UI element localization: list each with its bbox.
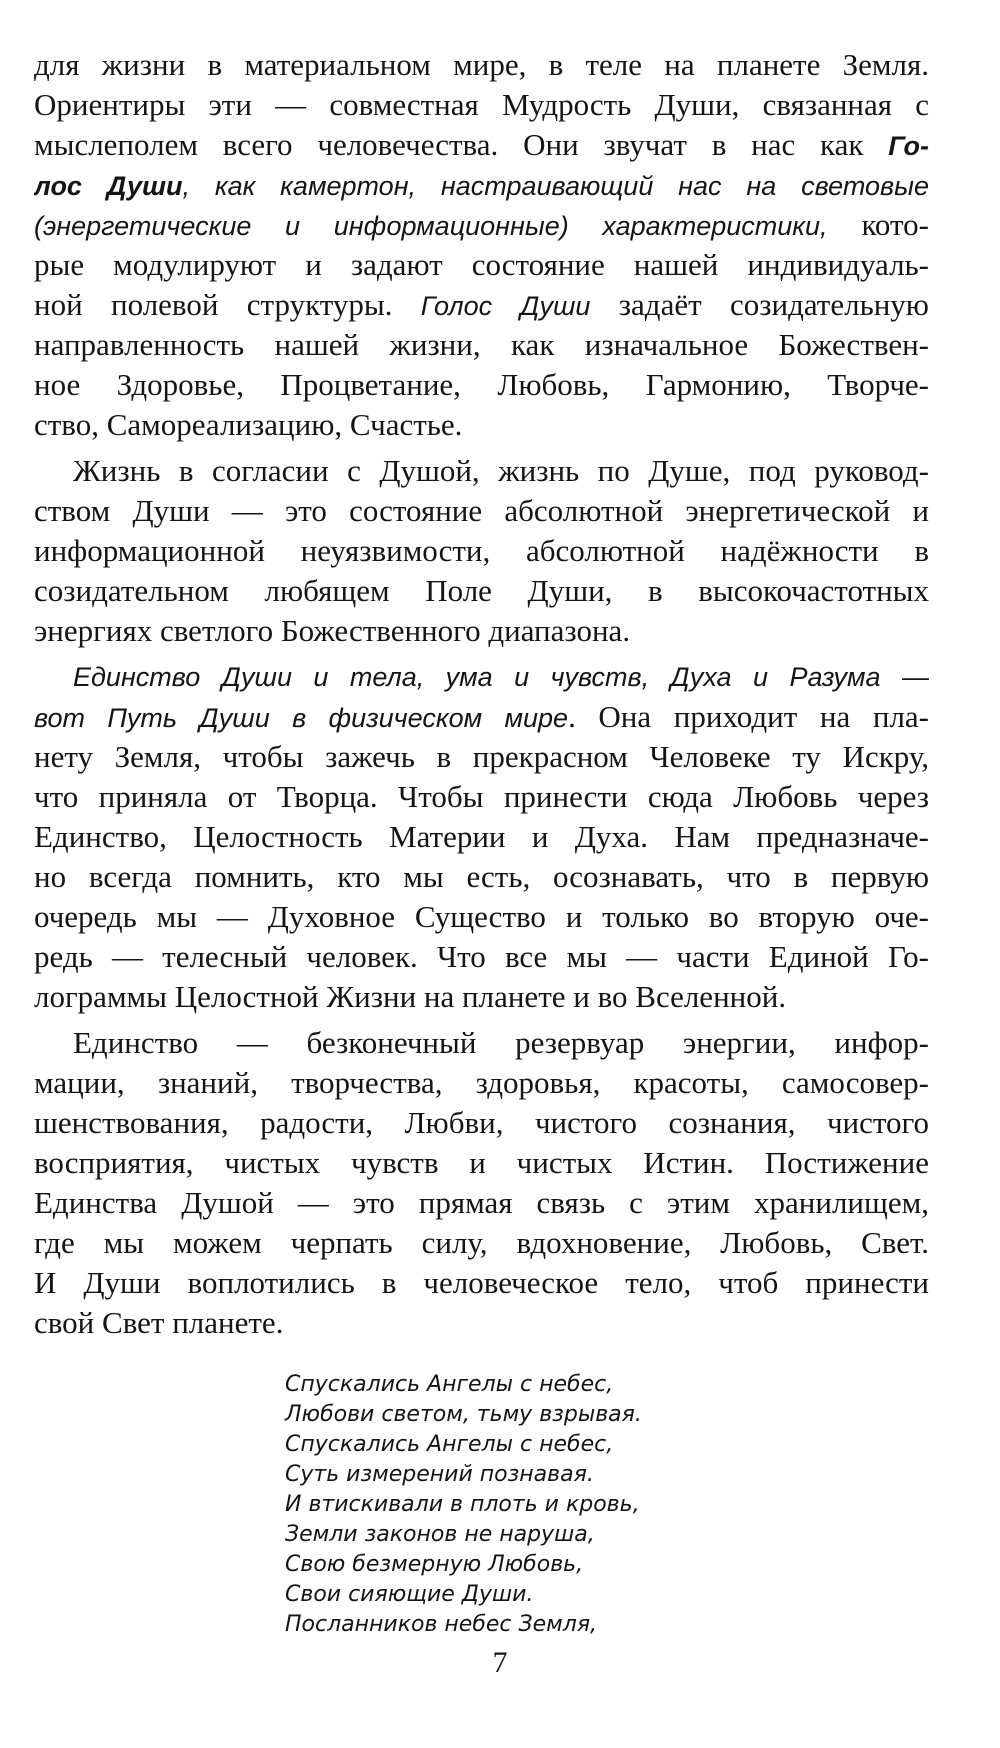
poem-line: Спускались Ангелы с небес, [285, 1372, 614, 1397]
poem-line: Посланников небес Земля, [285, 1612, 598, 1637]
text-line: Единство — безконечный резервуар энергии, инфор- [73, 1025, 929, 1060]
text-line: что приняла от Творца. Чтобы принести сюда Любовь через [34, 779, 929, 814]
text-line: ное Здоровье, Процветание, Любовь, Гармонию, Творче- [34, 367, 929, 402]
text-line: очередь мы — Духовное Существо и только во вторую оче- [34, 899, 929, 934]
text-line: вот Путь Души в физическом мире. Она приходит на пла- [34, 699, 929, 734]
poem-line: Свою безмерную Любовь, [285, 1552, 584, 1577]
text-line: ной полевой структуры. Голос Души задаёт созидательную [34, 287, 929, 322]
emphasis-italic: , как камертон, настраивающий нас на световые [182, 171, 929, 201]
text-line: восприятия, чистых чувств и чистых Истин. Постижение [34, 1145, 929, 1180]
text-line: (энергетические и информационные) характеристики, кото- [34, 207, 929, 242]
text-line: Единство, Целостность Материи и Духа. Нам предназначе- [34, 819, 929, 854]
text-line: где мы можем черпать силу, вдохновение, Любовь, Свет. [34, 1225, 929, 1260]
text-line: рые модулируют и задают состояние нашей индивидуаль- [34, 247, 929, 282]
text-line: Жизнь в согласии с Душой, жизнь по Душе, под руковод- [73, 453, 929, 488]
text-line: Ориентиры эти — совместная Мудрость Души, связанная с [34, 87, 929, 122]
emphasis-italic: (энергетические и информационные) характеристики, [34, 211, 828, 241]
poem-line: Земли законов не наруша, [285, 1522, 595, 1547]
text-line: мыслеполем всего человечества. Они звучат в нас как Го- [34, 127, 929, 162]
text-line: редь — телесный человек. Что все мы — части Единой Го- [34, 939, 929, 974]
poem-line: Спускались Ангелы с небес, [285, 1432, 614, 1457]
text-line: информационной неуязвимости, абсолютной надёжности в [34, 533, 929, 568]
emphasis-italic: вот Путь Души в физическом мире [34, 703, 569, 733]
emphasis-italic: Голос Души [420, 291, 591, 321]
text-line: ством Души — это состояние абсолютной энергетической и [34, 493, 929, 528]
text-line: лограммы Целостной Жизни на планете и во Вселенной. [34, 979, 787, 1014]
page-number: 7 [492, 1646, 508, 1679]
text-line: Единства Душой — это прямая связь с этим хранилищем, [34, 1185, 929, 1220]
text-line: шенствования, радости, Любви, чистого сознания, чистого [34, 1105, 929, 1140]
text-line: направленность нашей жизни, как изначальное Божествен- [34, 327, 929, 362]
emphasis-bold: Го- [888, 131, 929, 161]
poem-line: Свои сияющие Души. [285, 1582, 534, 1607]
poem-line: Суть измерений познавая. [285, 1462, 594, 1487]
text-line: для жизни в материальном мире, в теле на планете Земля. [34, 47, 929, 82]
text-line [34, 165, 929, 205]
text-line: энергиях светлого Божественного диапазона. [34, 613, 631, 648]
text-line: мации, знаний, творчества, здоровья, красоты, самосовер- [34, 1065, 929, 1100]
text-line: ство, Самореализацию, Счастье. [34, 407, 463, 442]
poem-line: Любови светом, тьму взрывая. [285, 1402, 642, 1427]
text-line: нету Земля, чтобы зажечь в прекрасном Человеке ту Искру, [34, 739, 929, 774]
poem-line: И втискивали в плоть и кровь, [285, 1492, 640, 1517]
text-line: свой Свет планете. [34, 1305, 284, 1340]
text-line-italic: Единство Души и тела, ума и чувств, Духа и Разума — [73, 662, 929, 692]
text-line: но всегда помнить, кто мы есть, осознавать, что в первую [34, 859, 929, 894]
text-line: созидательном любящем Поле Души, в высокочастотных [34, 573, 929, 608]
emphasis-bold: лос Души [34, 171, 183, 201]
text-line: И Души воплотились в человеческое тело, чтоб принести [34, 1265, 929, 1300]
